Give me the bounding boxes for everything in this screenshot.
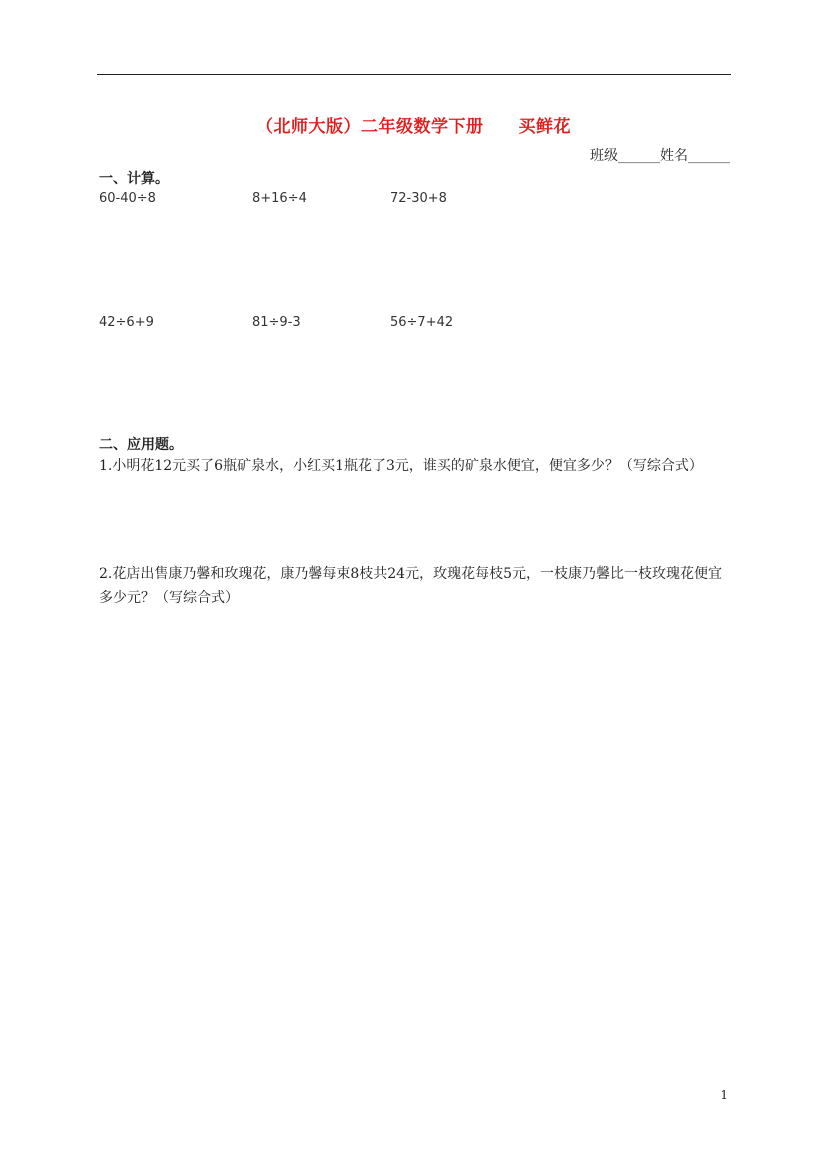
page-title: （北师大版）二年级数学下册 买鲜花 [256,117,571,137]
section2-heading: 二、应用题。 [99,437,183,453]
expression-4: 42÷6+9 [99,315,154,330]
page-number: 1 [720,1088,728,1102]
expression-1: 60-40÷8 [99,191,156,206]
expression-2: 8+16÷4 [252,191,307,206]
expression-6: 56÷7+42 [390,315,454,330]
word-problem-2: 2.花店出售康乃馨和玫瑰花，康乃馨每束8枝共24元，玫瑰花每枝5元，一枝康乃馨比一枝玫瑰花便宜多少元？（写综合式） [99,566,722,606]
header-rule [97,74,731,75]
class-name-line: 班级______姓名______ [590,148,730,164]
word-problem-1: 1.小明花12元买了6瓶矿泉水，小红买1瓶花了3元，谁买的矿泉水便宜，便宜多少？（写综合式） [99,458,703,474]
section1-heading: 一、计算。 [99,171,169,187]
expression-3: 72-30+8 [390,191,447,206]
expression-5: 81÷9-3 [252,315,301,330]
